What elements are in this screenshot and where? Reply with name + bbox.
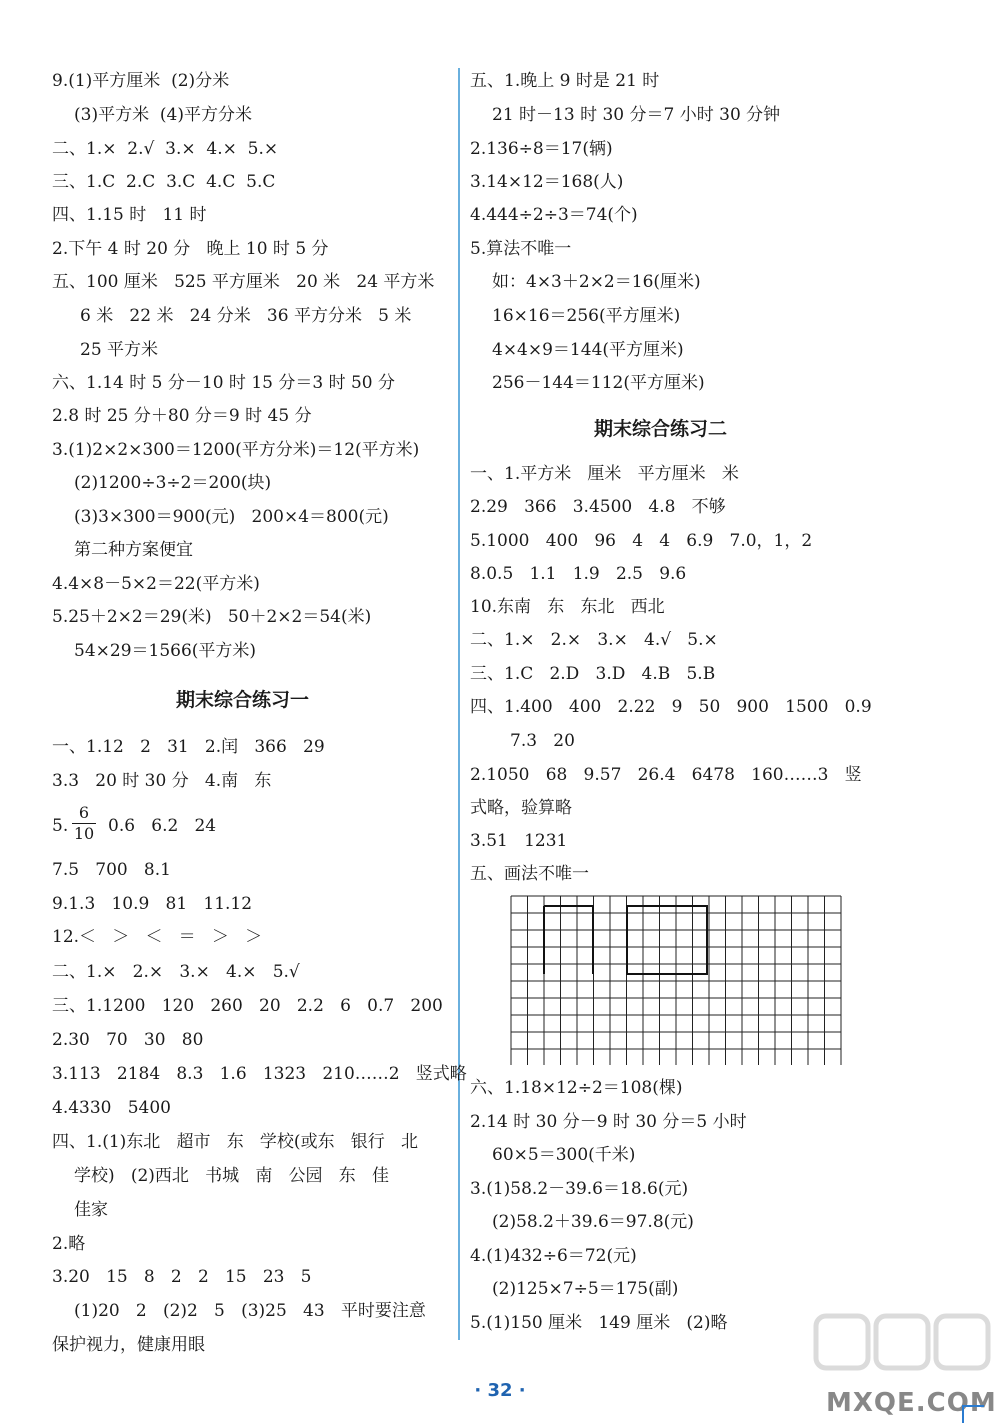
answer-line: 一、1.12 2 31 2.闰 366 29 [52,737,325,757]
answer-line: 4.4×8－5×2＝22(平方米) [52,574,260,594]
answer-line: 五、1.晚上 9 时是 21 时 [470,71,660,91]
answer-line: (3)平方米 (4)平方分米 [74,105,252,125]
answer-line: 四、1.400 400 2.22 9 50 900 1500 0.9 [470,697,872,717]
corner-mark [962,1405,984,1423]
answer-line: 学校) (2)西北 书城 南 公园 东 佳 [74,1166,389,1186]
answer-line: 3.14×12＝168(人) [470,172,624,192]
answer-line: 4.(1)432÷6＝72(元) [470,1246,637,1266]
answer-line: 三、1.1200 120 260 20 2.2 6 0.7 200 [52,996,443,1016]
answer-line: 2.30 70 30 80 [52,1030,204,1050]
answer-line: (3)3×300＝900(元) 200×4＝800(元) [74,507,389,527]
answer-line: 5. [52,816,69,836]
answer-line: 二、1.× 2.√ 3.× 4.× 5.× [52,139,279,159]
answer-line: 佳家 [74,1200,108,1220]
fraction-denominator: 10 [73,824,95,843]
answer-line: 四、1.15 时 11 时 [52,205,207,225]
answer-line: 3.20 15 8 2 2 15 23 5 [52,1267,312,1287]
answer-line: 二、1.× 2.× 3.× 4.× 5.√ [52,962,300,982]
answer-line: 12.＜ ＞ ＜ ＝ ＞ ＞ [52,927,263,947]
answer-line: 4.444÷2÷3＝74(个) [470,205,638,225]
section-title: 期末综合练习二 [594,418,728,440]
answer-line: 一、1.平方米 厘米 平方厘米 米 [470,464,739,484]
answer-line: 五、100 厘米 525 平方厘米 20 米 24 平方米 [52,272,435,292]
answer-line: 2.14 时 30 分－9 时 30 分＝5 小时 [470,1112,747,1132]
answer-line: 5.1000 400 96 4 4 6.9 7.0，1，2 [470,531,813,551]
answer-line: 21 时－13 时 30 分＝7 小时 30 分钟 [492,105,781,125]
answer-line: 5.(1)150 厘米 149 厘米 (2)略 [470,1313,728,1333]
answer-line: 4.4330 5400 [52,1098,171,1118]
answer-line: 3.3 20 时 30 分 4.南 东 [52,771,272,791]
answer-line: 六、1.18×12÷2＝108(棵) [470,1078,683,1098]
answer-line: 2.下午 4 时 20 分 晚上 10 时 5 分 [52,239,329,259]
answer-line: 二、1.× 2.× 3.× 4.√ 5.× [470,630,718,650]
answer-line: 3.(1)58.2－39.6＝18.6(元) [470,1179,689,1199]
answer-line: 第二种方案便宜 [74,540,193,560]
answer-line: 保护视力，健康用眼 [52,1335,205,1355]
answer-line: 60×5＝300(千米) [492,1145,636,1165]
page-number: · 32 · [474,1380,526,1401]
answer-line: 3.113 2184 8.3 1.6 1323 210……2 竖式略 [52,1064,467,1084]
answer-line: 五、画法不唯一 [470,864,589,884]
answer-line: 四、1.(1)东北 超市 东 学校(或东 银行 北 [52,1132,418,1152]
answer-line: (2)1200÷3÷2＝200(块) [74,473,272,493]
answer-line: 三、1.C 2.C 3.C 4.C 5.C [52,172,276,192]
answer-line: (2)125×7÷5＝175(副) [492,1279,679,1299]
answer-line: 如：4×3＋2×2＝16(厘米) [492,272,701,292]
answer-line: 2.8 时 25 分＋80 分＝9 时 45 分 [52,406,312,426]
answer-line: 10.东南 东 东北 西北 [470,597,665,617]
answer-line: 0.6 6.2 24 [108,816,217,836]
answer-line: 7.3 20 [510,731,575,751]
column-divider [458,68,460,1340]
answer-line: 3.(1)2×2×300＝1200(平方分米)＝12(平方米) [52,440,420,460]
fraction [70,804,98,843]
answer-line: 7.5 700 8.1 [52,860,171,880]
answer-line: 6 米 22 米 24 分米 36 平方分米 5 米 [80,306,412,326]
answer-line: 5.25＋2×2＝29(米) 50＋2×2＝54(米) [52,607,372,627]
answer-line: 2.1050 68 9.57 26.4 6478 160……3 竖 [470,765,862,785]
answer-line: 8.0.5 1.1 1.9 2.5 9.6 [470,564,687,584]
answer-line: (1)20 2 (2)2 5 (3)25 43 平时要注意 [74,1301,426,1321]
answer-line: 2.略 [52,1234,86,1254]
drawing-grid [510,895,842,1065]
section-title: 期末综合练习一 [176,689,310,711]
answer-line: 9.(1)平方厘米 (2)分米 [52,71,230,91]
answer-line: 式略，验算略 [470,798,572,818]
answer-line: 16×16＝256(平方厘米) [492,306,681,326]
answer-line: 2.136÷8＝17(辆) [470,139,613,159]
answer-line: 三、1.C 2.D 3.D 4.B 5.B [470,664,716,684]
answer-line: 5.算法不唯一 [470,239,572,259]
answer-line: 4×4×9＝144(平方厘米) [492,340,684,360]
watermark-text: MXQE.COM [826,1388,997,1418]
answer-line: 25 平方米 [80,340,159,360]
answer-line: 54×29＝1566(平方米) [74,641,257,661]
fraction-numerator: 6 [78,803,90,822]
answer-line: 3.51 1231 [470,831,568,851]
answer-line: 2.29 366 3.4500 4.8 不够 [470,497,726,517]
answer-line: 六、1.14 时 5 分－10 时 15 分＝3 时 50 分 [52,373,396,393]
answer-line: 9.1.3 10.9 81 11.12 [52,894,253,914]
answer-line: 256－144＝112(平方厘米) [492,373,705,393]
answer-line: (2)58.2＋39.6＝97.8(元) [492,1212,694,1232]
